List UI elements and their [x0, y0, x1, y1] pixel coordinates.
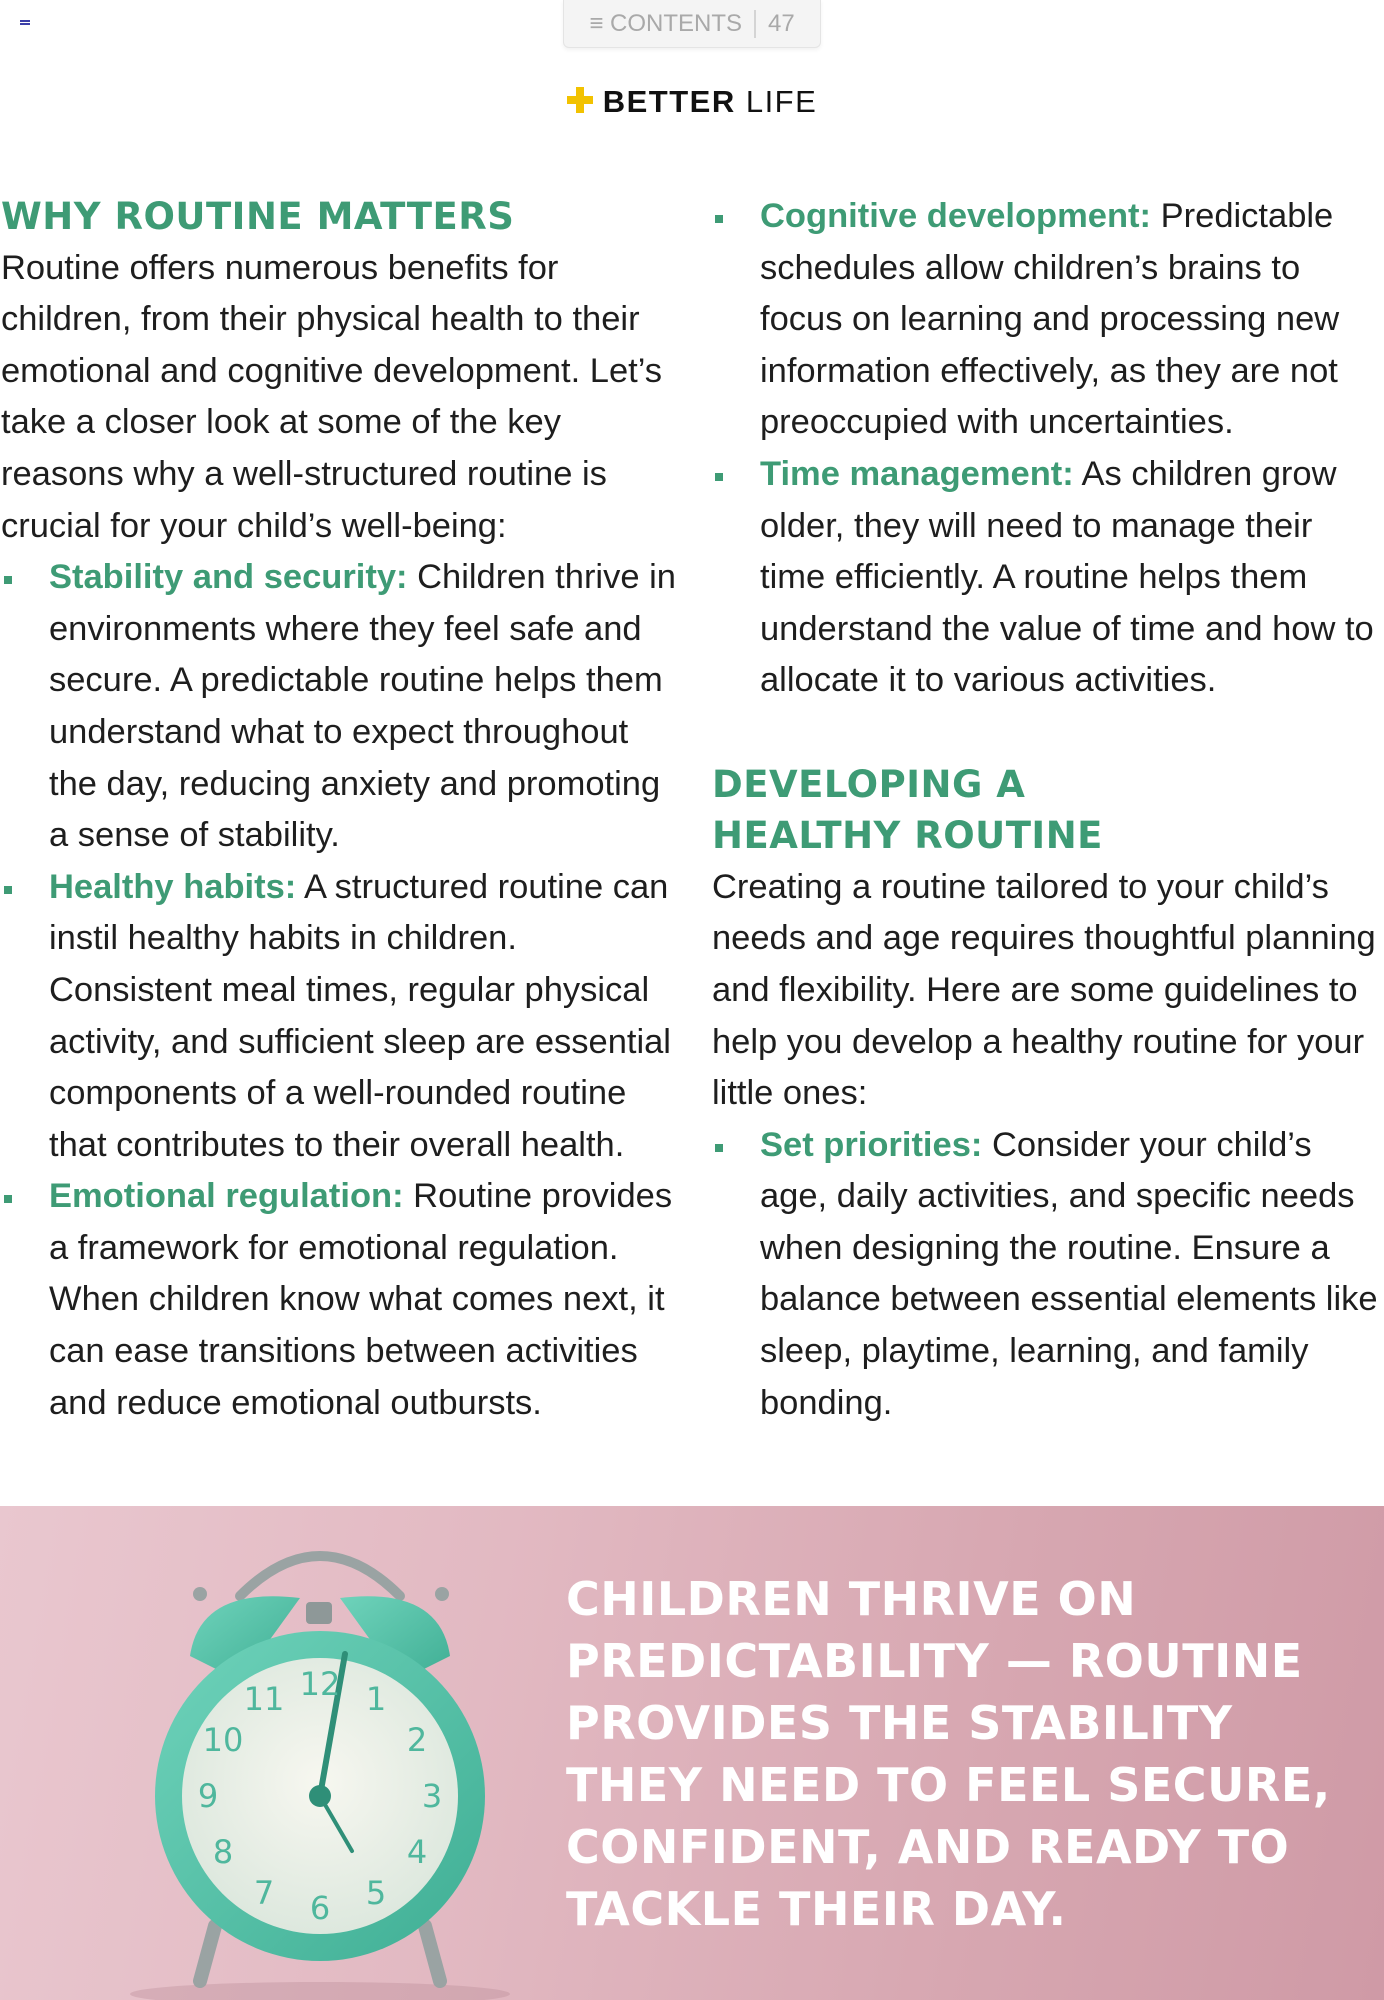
clock-numeral: 8 — [212, 1833, 234, 1871]
why-routine-intro: Routine offers numerous benefits for children, from their physical health to their emotional and cognitive development. Let’s take a closer look at some of the key reasons why a well-structured routine is crucial for your child’s well-being: — [1, 248, 663, 545]
bullet-term: Time management: — [760, 454, 1074, 493]
clock-numeral: 6 — [309, 1889, 331, 1927]
bullet-term: Emotional regulation: — [49, 1177, 404, 1216]
bullet-text: Consider your child’s age, daily activities, and specific needs when designing the routine. Ensure a balance between essential elements like sleep, playtime, learning, and family bonding. — [760, 1125, 1378, 1422]
bullet-text: Predictable schedules allow children’s brains to focus on learning and processing new information effectively, as they are not preoccupied with uncertainties. — [760, 197, 1340, 442]
bullet-term: Cognitive development: — [760, 197, 1152, 235]
why-routine-heading: WHY ROUTINE MATTERS — [1, 195, 515, 238]
spacer — [712, 707, 1384, 759]
plus-icon — [567, 87, 593, 113]
clock-numeral: 7 — [253, 1873, 275, 1912]
bullet-term: Healthy habits: — [49, 867, 297, 906]
list-item — [1, 1171, 681, 1429]
guidelines-list — [712, 1120, 1384, 1430]
page-number: 47 — [767, 9, 795, 37]
left-column — [1, 191, 681, 1429]
bullet-text: Children thrive in environments where they feel safe and secure. A predictable routine helps them understand what to expect throughout the day, reducing anxiety and promoting a sense of stability. — [49, 558, 676, 855]
benefits-list — [1, 552, 681, 1429]
bullet-text: As children grow older, they will need to manage their time efficiently. A routine helps them understand the value of time and how to allocate it to various activities. — [760, 454, 1374, 700]
list-item — [712, 1120, 1384, 1430]
bullet-term: Set priorities: — [760, 1125, 983, 1164]
clock-numeral: 11 — [243, 1680, 285, 1719]
pull-quote: CHILDREN THRIVE ON PREDICTABILITY — ROUTINE PROVIDES THE STABILITY THEY NEED TO FEEL SECURE, CONFIDENT, AND READY TO TACKLE THEIR DAY. — [566, 1572, 1331, 1936]
list-item — [712, 191, 1384, 449]
developing-heading-line2: HEALTHY ROUTINE — [712, 814, 1103, 858]
contents-label[interactable]: ≡ CONTENTS — [589, 9, 742, 37]
section-label — [0, 84, 1384, 120]
bullet-text: Routine provides a framework for emotional regulation. When children know what comes next, it can ease transitions between activities and reduce emotional outbursts. — [49, 1177, 673, 1422]
clock-numeral: 9 — [197, 1777, 219, 1815]
bullet-text: A structured routine can instil healthy habits in children. Consistent meal times, regular physical activity, and sufficient sleep are essential components of a well-rounded routine that contributes to their overall health. — [49, 867, 671, 1164]
contents-tab[interactable] — [563, 0, 821, 48]
list-item — [1, 862, 681, 1172]
clock-numeral: 1 — [365, 1680, 387, 1719]
list-item — [1, 552, 681, 862]
section-label-bold: BETTER — [602, 84, 736, 119]
clock-numeral: 5 — [365, 1873, 387, 1912]
menu-icon[interactable] — [20, 20, 30, 28]
bullet-term: Stability and security: — [49, 558, 408, 597]
divider — [754, 10, 756, 38]
benefits-list-continued — [712, 191, 1384, 707]
clock-numeral: 3 — [421, 1777, 443, 1815]
clock-numeral: 4 — [406, 1833, 428, 1871]
developing-heading-line1: DEVELOPING A — [712, 762, 1026, 806]
developing-intro: Creating a routine tailored to your child’s needs and age requires thoughtful planning and flexibility. Here are some guidelines to help you develop a healthy routine for your little ones: — [712, 867, 1376, 1113]
right-column — [712, 191, 1384, 1429]
clock-numeral: 12 — [299, 1665, 341, 1703]
section-label-light: LIFE — [745, 84, 818, 119]
clock-numeral: 2 — [406, 1721, 428, 1759]
clock-numeral: 10 — [202, 1721, 244, 1759]
list-item — [712, 449, 1384, 707]
